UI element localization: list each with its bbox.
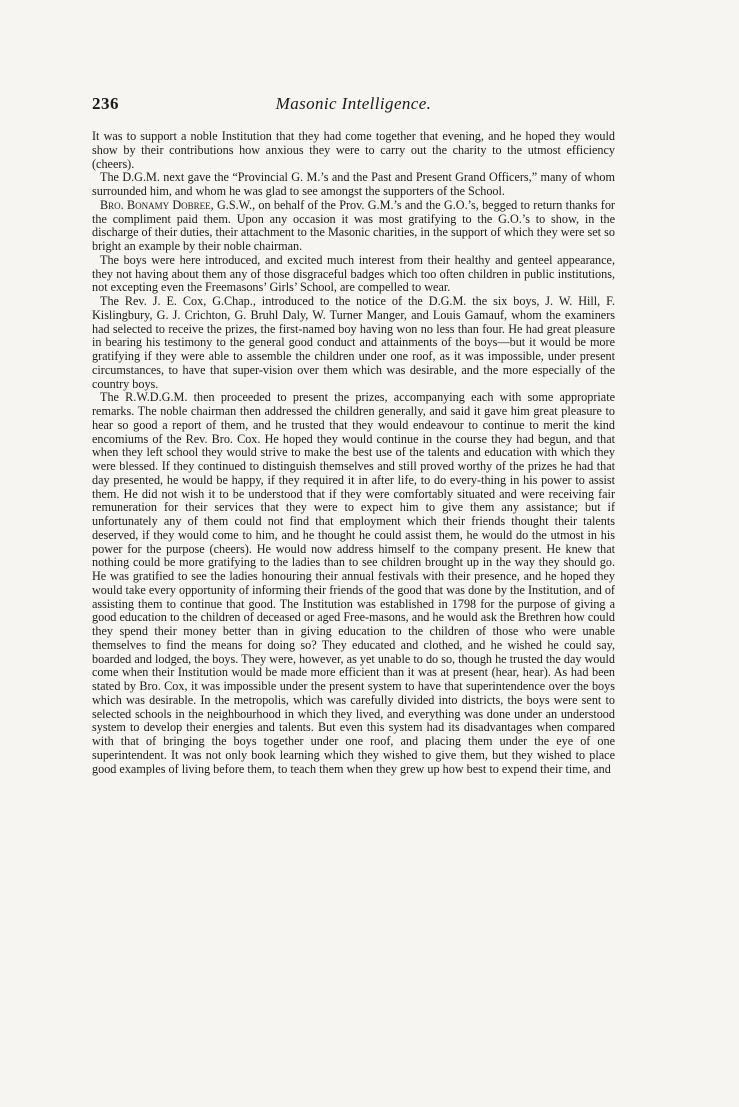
paragraph	[92, 199, 615, 254]
page-header	[92, 94, 615, 122]
paragraph	[92, 130, 615, 171]
speaker-name: Bro. Bonamy Dobree,	[100, 197, 214, 212]
paragraph-text: The D.G.M. next gave the “Provincial G. M.’s and the Past and Present Grand Officers,” many of whom surrounded him, and whom he was glad to see amongst the supporters of the School.	[92, 170, 615, 198]
paragraph-text: The boys were here introduced, and excited much interest from their healthy and genteel appearance, they not having about them any of those disgraceful badges which too often children in public institutions, not excepting even the Freemasons’ Girls’ School, are compelled to wear.	[92, 252, 615, 295]
running-title: Masonic Intelligence.	[275, 94, 432, 113]
paragraph-text: The Rev. J. E. Cox, G.Chap., introduced to the notice of the D.G.M. the six boys, J. W. Hill, F. Kislingbury, G. J. Crichton, G. Bruhl Daly, W. Turner Manger, and Louis Gamauf, whom the examiners had selected to receive the prizes, the first-named boy having won no less than four. He had great pleasure in bearing his testimony to the general good conduct and attainments of the boys—but it would be more gratifying if they were able to assemble the children under one roof, as it was impossible, under present circumstances, to have that super-vision over them which was desirable, and the more especially of the country boys.	[92, 294, 615, 391]
paragraph-text: The R.W.D.G.M. then proceeded to present the prizes, accompanying each with some appropriate remarks. The noble chairman then addressed the children generally, and said it gave him great pleasure to hear so good a report of them, and he trusted that they would endeavour to continue to merit the kind encomiums of the Rev. Bro. Cox. He hoped they would continue in the course they had begun, and that when they left school they would strive to make the best use of the talents and education with which they were blessed. If they continued to distinguish themselves and still proved worthy of the prizes he had that day presented, he would be happy, if they required it in after life, to do every-thing in his power to assist them. He did not wish it to be understood that if they were comfortably situated and were receiving fair remuneration for their services that they were to expect him to give them any assistance; but if unfortunately any of them could not find that employment which their friends thought their talents deserved, if they would come to him, and he thought he could assist them, he would do the utmost in his power for the purpose (cheers). He would now address himself to the company present. He knew that nothing could be more gratifying to the ladies than to see children brought up in the way they should go. He was gratified to see the ladies honouring their annual festivals with their presence, and he hoped they would take every opportunity of informing their friends of the good that was done by the Institution, and of assisting them to continue that good. The Institution was established in 1798 for the purpose of giving a good education to the children of deceased or aged Free-masons, and he would ask the Brethren how could they spend their money better than in giving education to the children of those who were unable themselves to find the means for doing so? They educated and clothed, and he wished he could say, boarded and lodged, the boys. They were, however, as yet unable to do so, though he trusted the day would come when their Institution would be made more efficient than it was at present (hear, hear). As had been stated by Bro. Cox, it was impossible under the present system to have that superintendence over the boys which was desirable. In the metropolis, which was carefully divided into districts, the boys were sent to selected schools in the neighbourhood in which they lived, and everything was done under an understood system to develop their energies and talents. But even this system had its disadvantages when compared with that of bringing the boys together under one roof, and placing them under the eye of one superintendent. It was not only book learning which they wished to give them, but they wished to place good examples of living before them, to teach them when they grew up how best to expend their time, and	[92, 390, 615, 776]
paragraph-text: G.S.W., on behalf of the Prov. G.M.’s and the G.O.’s, begged to return thanks for the compliment paid them. Upon any occasion it was most gratifying to the G.O.’s to show, in the discharge of their duties, their attachment to the Masonic charities, in the support of which they were set so bright an example by their noble chairman.	[92, 197, 615, 253]
page-number: 236	[92, 94, 119, 113]
paragraph-text: It was to support a noble Institution that they had come together that evening, and he hoped they would show by their contributions how anxious they were to carry out the charity to the utmost efficiency (cheers).	[92, 129, 615, 171]
paragraph	[92, 171, 615, 199]
paragraph	[92, 295, 615, 391]
paragraph	[92, 254, 615, 295]
article-body	[92, 130, 615, 776]
paragraph	[92, 391, 615, 776]
